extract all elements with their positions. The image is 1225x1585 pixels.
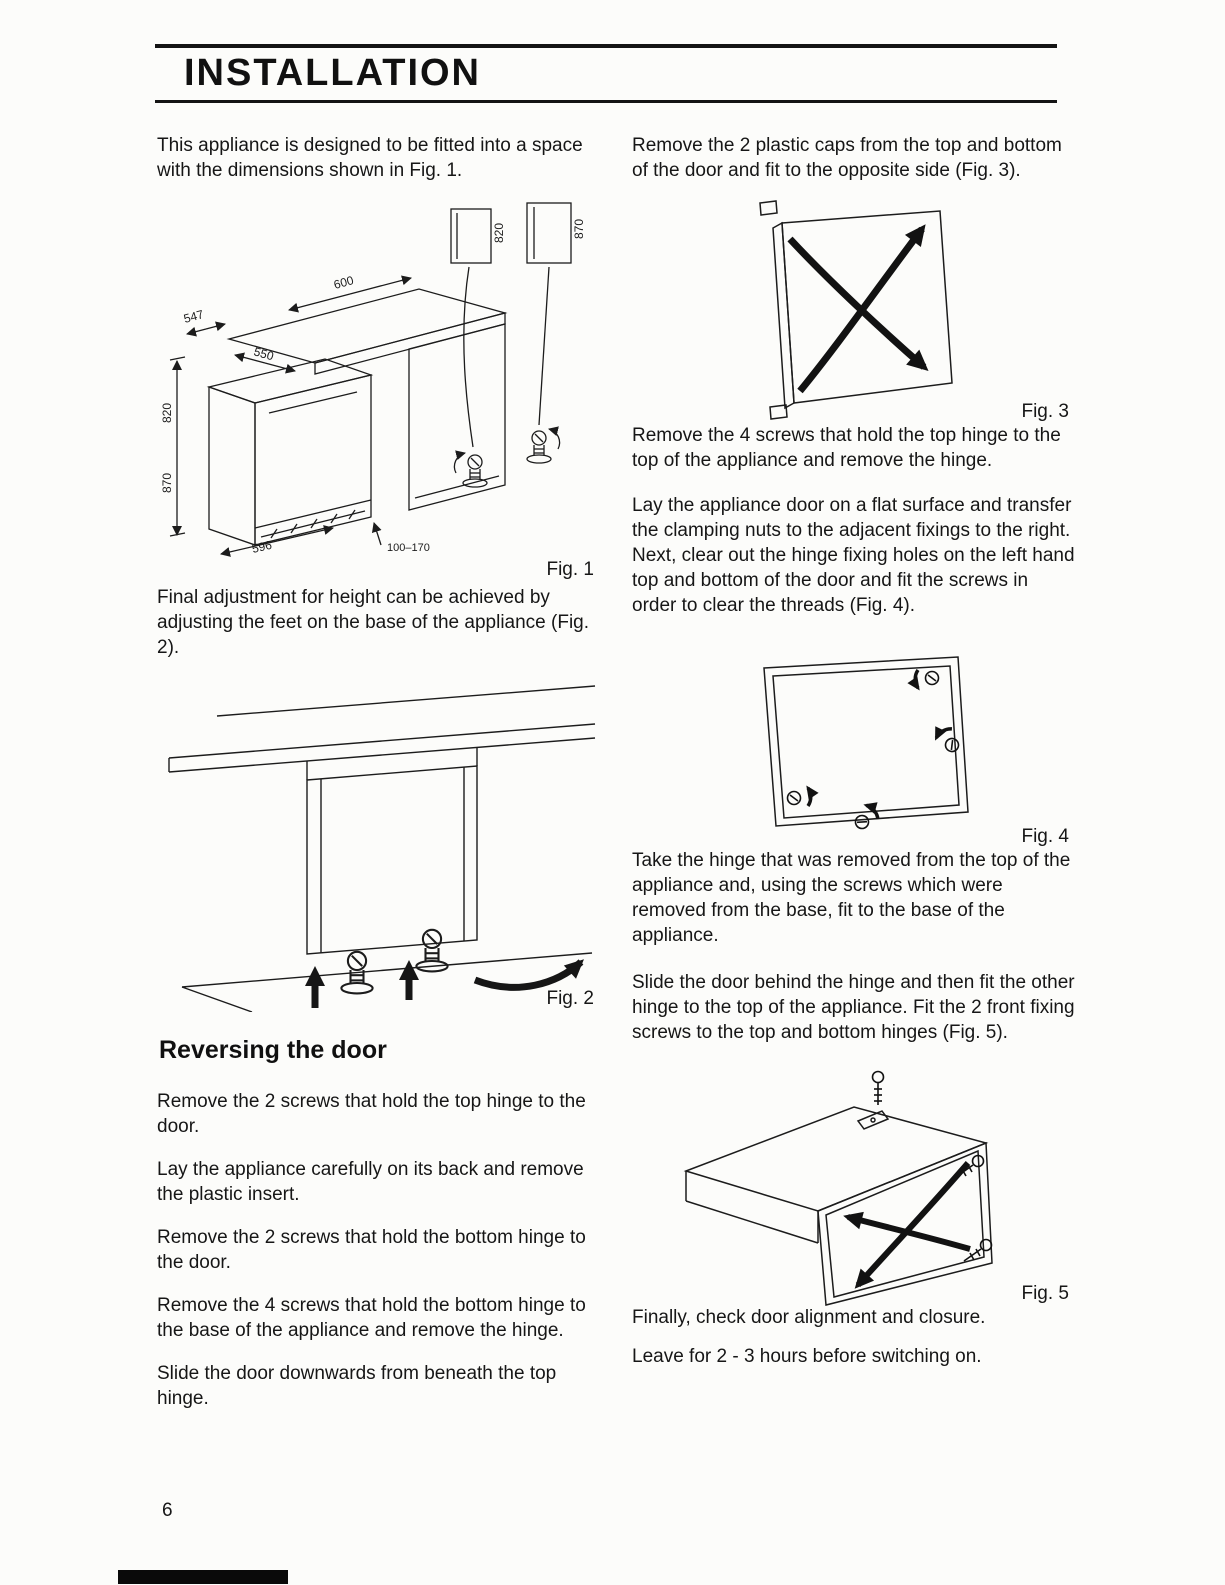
lay-door-paragraph: Lay the appliance door on a flat surface and transfer the clamping nuts to the adjacent fixings to the right. Next, clear out the hinge fixing holes on the left hand top and bottom of the door and fit the screws in order to clear the threads (Fig. 4). xyxy=(632,495,1075,616)
right-column xyxy=(632,133,1077,1391)
step-paragraph: Remove the 2 screws that hold the top hinge to the door. xyxy=(157,1091,586,1137)
figure-5 xyxy=(632,1067,1077,1305)
step-paragraph: Remove the 4 screws that hold the bottom hinge to the base of the appliance and remove the hinge. xyxy=(157,1295,586,1341)
leave-paragraph: Leave for 2 - 3 hours before switching on. xyxy=(632,1346,982,1367)
dimension-arrows xyxy=(170,278,411,554)
dim-547: 547 xyxy=(182,307,206,326)
step-paragraph: Remove the 2 screws that hold the bottom hinge to the door. xyxy=(157,1227,586,1273)
figure-2 xyxy=(157,682,602,1010)
fig3-label: Fig. 3 xyxy=(1021,401,1069,422)
dim-820: 820 xyxy=(160,402,174,423)
fig1-label: Fig. 1 xyxy=(546,559,594,580)
figure-1 xyxy=(157,197,602,581)
plastic-cap-icon xyxy=(760,201,777,215)
scan-artifact xyxy=(118,1570,288,1584)
hinge-bracket-icon xyxy=(858,1111,888,1129)
header-rule-top xyxy=(155,44,1057,48)
step-paragraph: Lay the appliance carefully on its back and remove the plastic insert. xyxy=(157,1159,584,1205)
adjustable-foot-icon xyxy=(527,429,560,463)
plinth-drawing xyxy=(169,686,595,1012)
header-rule-bottom xyxy=(155,100,1057,103)
screw-icon xyxy=(788,788,811,806)
inset-appliances xyxy=(451,203,571,447)
figure-3 xyxy=(632,197,1077,423)
page-number: 6 xyxy=(162,1500,173,1521)
screw-icon xyxy=(935,726,962,755)
appliance-drawing xyxy=(209,359,371,545)
screw-icon xyxy=(915,670,938,688)
curved-arrow xyxy=(475,962,581,987)
dimension-labels xyxy=(160,219,586,556)
fig1-drawing xyxy=(157,197,602,557)
adjustable-foot-icon xyxy=(454,453,487,487)
fig5-drawing xyxy=(672,1067,1002,1307)
dim-inset-820: 820 xyxy=(492,222,506,243)
reversing-door-heading: Reversing the door xyxy=(159,1036,387,1064)
take-hinge-paragraph: Take the hinge that was removed from the top of the appliance and, using the screws which were removed from the base, fit to the base of the appliance. xyxy=(632,850,1071,946)
dim-870: 870 xyxy=(160,472,174,493)
figure-4 xyxy=(632,640,1077,848)
screws-top-paragraph: Remove the 4 screws that hold the top hinge to the top of the appliance and remove the hinge. xyxy=(632,425,1061,471)
fig4-drawing xyxy=(712,640,1022,850)
cross-arrows xyxy=(848,1163,970,1285)
dim-inset-870: 870 xyxy=(572,218,586,239)
fig4-label: Fig. 4 xyxy=(1021,826,1069,847)
slide-door-paragraph: Slide the door behind the hinge and then fit the other hinge to the top of the appliance. Fit the 2 front fixing screws to the top and bottom hinges (Fig. 5). xyxy=(632,972,1075,1043)
appliance-corner-drawing xyxy=(686,1107,992,1305)
dim-596: 596 xyxy=(250,537,274,556)
fig2-drawing xyxy=(157,682,602,1012)
page-title: INSTALLATION xyxy=(184,52,481,94)
caps-paragraph: Remove the 2 plastic caps from the top and bottom of the door and fit to the opposite side (Fig. 3). xyxy=(632,135,1062,181)
finally-paragraph: Finally, check door alignment and closure. xyxy=(632,1307,986,1328)
dim-550: 550 xyxy=(252,344,276,364)
kitchen-unit-drawing xyxy=(170,203,571,554)
step-paragraph: Slide the door downwards from beneath the top hinge. xyxy=(157,1363,557,1409)
screw-icon xyxy=(873,1072,884,1106)
intro-paragraph: This appliance is designed to be fitted into a space with the dimensions shown in Fig. 1. xyxy=(157,135,583,181)
left-column xyxy=(157,133,602,1429)
height-adjust-paragraph: Final adjustment for height can be achieved by adjusting the feet on the base of the appliance (Fig. 2). xyxy=(157,587,590,658)
fig5-label: Fig. 5 xyxy=(1021,1283,1069,1304)
fig2-label: Fig. 2 xyxy=(546,988,594,1009)
fig3-drawing xyxy=(702,197,1012,425)
dim-100-170: 100–170 xyxy=(387,542,430,554)
cross-arrows xyxy=(790,229,924,391)
dim-600: 600 xyxy=(332,273,356,292)
